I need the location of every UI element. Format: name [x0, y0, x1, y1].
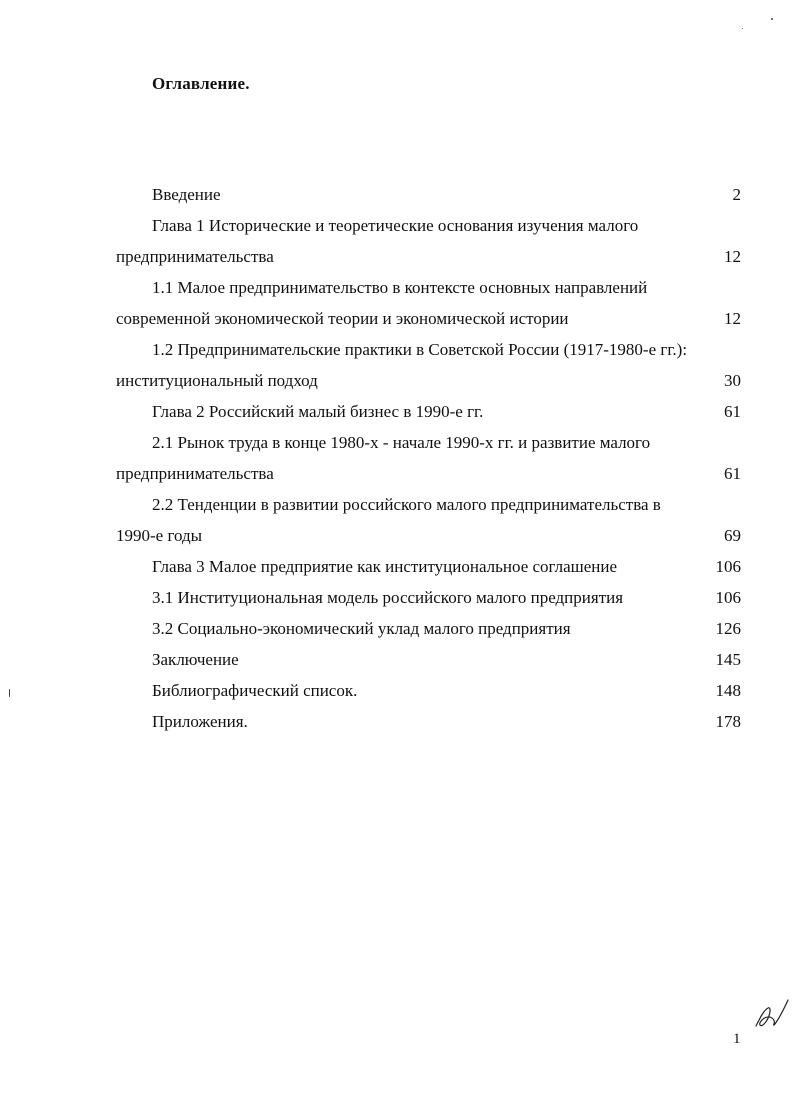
toc-entry-text: Глава 1 Исторические и теоретические основания изучения малого [152, 216, 639, 235]
toc-entry-text: Глава 3 Малое предприятие как институциональное соглашение [152, 557, 618, 576]
toc-line [116, 303, 741, 334]
toc-line [116, 241, 741, 272]
toc-page-number: 12 [724, 309, 741, 328]
toc-entry-text: современной экономической теории и экономической истории [116, 309, 569, 328]
toc-page-number: 61 [724, 464, 741, 483]
toc-page-number: 106 [715, 557, 741, 576]
toc-line [116, 210, 741, 241]
toc-entry-text: Заключение [152, 650, 239, 669]
toc-entry-text: Библиографический список. [152, 681, 358, 700]
toc-line [116, 179, 741, 210]
toc-entry-text: 1.1 Малое предпринимательство в контексте основных направлений [152, 278, 648, 297]
toc-entry-text: предпринимательства [116, 247, 274, 266]
page-title: Оглавление. [152, 74, 250, 93]
toc-page-number: 2 [732, 185, 741, 204]
toc-entry-text: институциональный подход [116, 371, 318, 390]
toc-page-number: 126 [715, 619, 741, 638]
scan-speck [9, 689, 10, 697]
toc-entry-text: Глава 2 Российский малый бизнес в 1990-е гг. [152, 402, 484, 421]
page-number: 1 [733, 1031, 741, 1047]
toc-entry-text: Введение [152, 185, 221, 204]
toc-entry-text: Приложения. [152, 712, 248, 731]
toc-entry-text: 3.1 Институциональная модель российского малого предприятия [152, 588, 624, 607]
toc-line [116, 675, 741, 706]
handwritten-initial-mark [752, 996, 792, 1032]
toc-line [116, 489, 741, 520]
table-of-contents [116, 179, 741, 737]
toc-entry-text: 2.1 Рынок труда в конце 1980-х - начале 1990-х гг. и развитие малого [152, 433, 651, 452]
toc-page-number: 12 [724, 247, 741, 266]
toc-page-number: 178 [715, 712, 741, 731]
toc-line [116, 396, 741, 427]
toc-line [116, 613, 741, 644]
toc-page-number: 145 [715, 650, 741, 669]
toc-line [116, 644, 741, 675]
toc-entry-text: 2.2 Тенденции в развитии российского малого предпринимательства в [152, 495, 661, 514]
toc-entry-text: 1.2 Предпринимательские практики в Советской России (1917-1980-е гг.): [152, 340, 688, 359]
toc-line [116, 365, 741, 396]
toc-line [116, 582, 741, 613]
toc-line [116, 334, 741, 365]
toc-line [116, 458, 741, 489]
toc-entry-text: 1990-е годы [116, 526, 203, 545]
toc-page-number: 148 [715, 681, 741, 700]
toc-entry-text: предпринимательства [116, 464, 274, 483]
toc-line [116, 551, 741, 582]
toc-line [116, 272, 741, 303]
toc-line [116, 706, 741, 737]
scan-speck [771, 18, 773, 20]
toc-page-number: 69 [724, 526, 741, 545]
toc-page-number: 106 [715, 588, 741, 607]
toc-entry-text: 3.2 Социально-экономический уклад малого предприятия [152, 619, 571, 638]
toc-page-number: 61 [724, 402, 741, 421]
toc-line [116, 520, 741, 551]
toc-line [116, 427, 741, 458]
toc-page-number: 30 [724, 371, 741, 390]
scan-speck [742, 28, 743, 29]
